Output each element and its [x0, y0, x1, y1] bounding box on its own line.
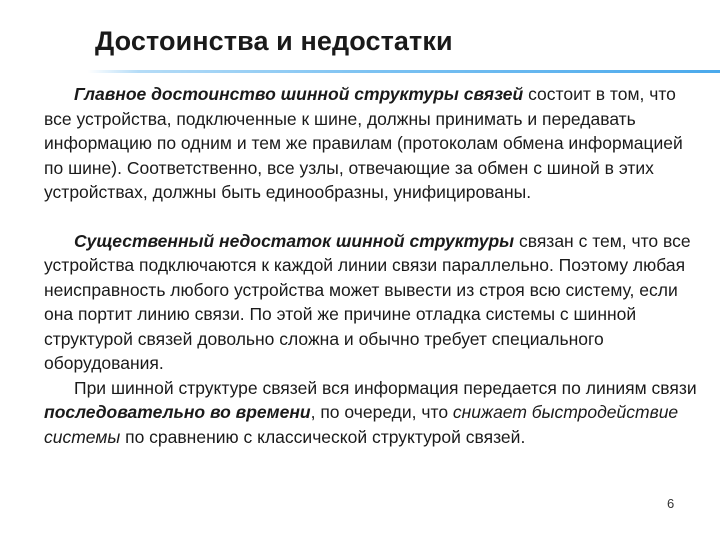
slide-title: Достоинства и недостатки	[95, 26, 453, 56]
paragraph-advantage	[44, 82, 704, 205]
sequential-text-3: по сравнению с классической структурой связей.	[120, 426, 526, 447]
disadvantage-text: связан с тем, что все устройства подключаются к каждой линии связи параллельно. Поэтому любая неисправность любого устройства может вывести из строя всю систему, если она портит линию связи. По этой же причине отладка системы с шинной структурой связей довольно сложна и обычно требует специального оборудования.	[44, 230, 691, 373]
sequential-italic: снижает быстродействие системы	[44, 402, 679, 447]
page-number: 6	[667, 496, 675, 511]
slide-body	[44, 82, 704, 449]
disadvantage-emphasis: Существенный недостаток шинной структуры	[74, 230, 515, 251]
paragraph-disadvantage	[44, 229, 704, 376]
sequential-text-1: При шинной структуре связей вся информация передается по линиям связи	[74, 377, 697, 398]
title-underline	[88, 70, 720, 73]
advantage-emphasis: Главное достоинство шинной структуры связей	[74, 84, 524, 104]
sequential-emphasis: последовательно во времени	[44, 402, 311, 422]
advantage-text: состоит в том, что все устройства, подключенные к шине, должны принимать и передавать информацию по одним и тем же правилам (протоколам обмена информацией по шине). Соответственно, все узлы, отвечающие за обмен с шиной в этих устройствах, должны быть единообразны, унифицированы.	[44, 84, 683, 202]
sequential-text-2: , по очереди, что	[310, 402, 453, 422]
paragraph-sequential	[44, 376, 704, 450]
